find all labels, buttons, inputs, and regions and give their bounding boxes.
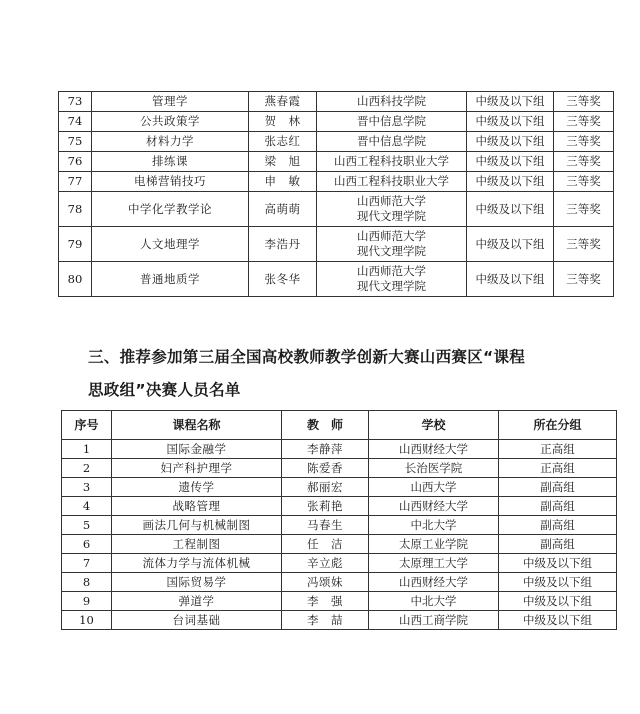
course-name: 画法几何与机械制图: [112, 516, 282, 535]
teacher-name: 李静萍: [282, 440, 369, 459]
teacher-name: 任 洁: [282, 535, 369, 554]
group-name: 中级及以下组: [467, 172, 554, 192]
table-row: [62, 573, 617, 592]
teacher-name: 李浩丹: [249, 227, 317, 262]
course-name: 遗传学: [112, 478, 282, 497]
finalists-table: [61, 410, 617, 630]
header-teacher: 教 师: [282, 411, 369, 440]
school-name-line: 山西科技学院: [357, 94, 426, 108]
school-name: 山西大学: [369, 478, 499, 497]
school-name: [317, 112, 467, 132]
teacher-name: 李 强: [282, 592, 369, 611]
row-number: 6: [62, 535, 112, 554]
group-name: 副高组: [499, 497, 617, 516]
row-number: 7: [62, 554, 112, 573]
award-level: 三等奖: [554, 262, 614, 297]
group-name: 正高组: [499, 459, 617, 478]
teacher-name: 辛立彪: [282, 554, 369, 573]
school-name: 山西财经大学: [369, 573, 499, 592]
table-row: [62, 478, 617, 497]
school-name: 中北大学: [369, 592, 499, 611]
row-number: 74: [59, 112, 92, 132]
award-level: 三等奖: [554, 227, 614, 262]
table-row: [62, 554, 617, 573]
school-name-line: 晋中信息学院: [357, 114, 426, 128]
school-name-line: 晋中信息学院: [357, 134, 426, 148]
teacher-name: 李 喆: [282, 611, 369, 630]
header-no: 序号: [62, 411, 112, 440]
course-name: 妇产科护理学: [112, 459, 282, 478]
course-name: 工程制图: [112, 535, 282, 554]
teacher-name: 申 敏: [249, 172, 317, 192]
school-name: [317, 92, 467, 112]
course-name: 人文地理学: [92, 227, 249, 262]
course-name: 国际金融学: [112, 440, 282, 459]
course-name: 普通地质学: [92, 262, 249, 297]
row-number: 77: [59, 172, 92, 192]
school-name: [317, 262, 467, 297]
school-name: 长治医学院: [369, 459, 499, 478]
award-level: 三等奖: [554, 92, 614, 112]
row-number: 5: [62, 516, 112, 535]
group-name: 中级及以下组: [499, 611, 617, 630]
table-row: [59, 92, 614, 112]
header-group: 所在分组: [499, 411, 617, 440]
award-level: 三等奖: [554, 192, 614, 227]
table-row: [62, 592, 617, 611]
finalists-table-body: [62, 440, 617, 630]
group-name: 中级及以下组: [467, 192, 554, 227]
teacher-name: 贺 林: [249, 112, 317, 132]
section-heading-line1: 三、推荐参加第三届全国高校教师教学创新大赛山西赛区“课程: [88, 348, 526, 366]
group-name: 副高组: [499, 516, 617, 535]
teacher-name: 陈爱香: [282, 459, 369, 478]
course-name: 排练课: [92, 152, 249, 172]
table-row: [62, 440, 617, 459]
row-number: 9: [62, 592, 112, 611]
table-row: [59, 192, 614, 227]
course-name: 流体力学与流体机械: [112, 554, 282, 573]
section-heading-line2: 思政组”决赛人员名单: [88, 381, 241, 399]
row-number: 75: [59, 132, 92, 152]
teacher-name: 梁 旭: [249, 152, 317, 172]
course-name: 国际贸易学: [112, 573, 282, 592]
awards-table: [58, 91, 614, 297]
awards-table-body: [59, 92, 614, 297]
school-name-line: 山西师范大学: [357, 229, 426, 243]
row-number: 10: [62, 611, 112, 630]
row-number: 73: [59, 92, 92, 112]
award-level: 三等奖: [554, 112, 614, 132]
course-name: 管理学: [92, 92, 249, 112]
teacher-name: 冯颂妹: [282, 573, 369, 592]
row-number: 76: [59, 152, 92, 172]
school-name: [317, 132, 467, 152]
header-school: 学校: [369, 411, 499, 440]
course-name: 公共政策学: [92, 112, 249, 132]
group-name: 中级及以下组: [499, 554, 617, 573]
table-row: [59, 227, 614, 262]
teacher-name: 张冬华: [249, 262, 317, 297]
table-row: [59, 172, 614, 192]
row-number: 80: [59, 262, 92, 297]
school-name: 山西工商学院: [369, 611, 499, 630]
school-name: [317, 152, 467, 172]
table-row: [59, 152, 614, 172]
teacher-name: 郝丽宏: [282, 478, 369, 497]
school-name: 山西财经大学: [369, 440, 499, 459]
course-name: 战略管理: [112, 497, 282, 516]
row-number: 2: [62, 459, 112, 478]
group-name: 正高组: [499, 440, 617, 459]
school-name: [317, 227, 467, 262]
row-number: 8: [62, 573, 112, 592]
school-name-line: 山西工程科技职业大学: [334, 174, 449, 188]
school-name-line: 山西师范大学: [357, 264, 426, 278]
teacher-name: 马春生: [282, 516, 369, 535]
table-row: [59, 132, 614, 152]
row-number: 4: [62, 497, 112, 516]
table-row: [59, 112, 614, 132]
group-name: 中级及以下组: [499, 573, 617, 592]
row-number: 1: [62, 440, 112, 459]
school-name: 太原工业学院: [369, 535, 499, 554]
school-name: 山西财经大学: [369, 497, 499, 516]
course-name: 材料力学: [92, 132, 249, 152]
group-name: 副高组: [499, 478, 617, 497]
table-row: [62, 535, 617, 554]
award-level: 三等奖: [554, 172, 614, 192]
award-level: 三等奖: [554, 152, 614, 172]
row-number: 3: [62, 478, 112, 497]
table-row: [62, 459, 617, 478]
school-name-line: 现代文理学院: [357, 209, 426, 223]
table-row: [62, 497, 617, 516]
course-name: 台词基础: [112, 611, 282, 630]
group-name: 中级及以下组: [467, 112, 554, 132]
teacher-name: 张志红: [249, 132, 317, 152]
school-name: [317, 172, 467, 192]
school-name-line: 山西师范大学: [357, 194, 426, 208]
group-name: 中级及以下组: [499, 592, 617, 611]
table-row: [62, 611, 617, 630]
group-name: 中级及以下组: [467, 92, 554, 112]
course-name: 电梯营销技巧: [92, 172, 249, 192]
course-name: 弹道学: [112, 592, 282, 611]
group-name: 中级及以下组: [467, 227, 554, 262]
school-name-line: 现代文理学院: [357, 279, 426, 293]
teacher-name: 高萌萌: [249, 192, 317, 227]
header-course: 课程名称: [112, 411, 282, 440]
group-name: 中级及以下组: [467, 262, 554, 297]
table-row: [62, 516, 617, 535]
table-row: [59, 262, 614, 297]
course-name: 中学化学教学论: [92, 192, 249, 227]
teacher-name: 张莉艳: [282, 497, 369, 516]
school-name: 中北大学: [369, 516, 499, 535]
award-level: 三等奖: [554, 132, 614, 152]
school-name: 太原理工大学: [369, 554, 499, 573]
row-number: 78: [59, 192, 92, 227]
group-name: 中级及以下组: [467, 132, 554, 152]
school-name-line: 山西工程科技职业大学: [334, 154, 449, 168]
school-name-line: 现代文理学院: [357, 244, 426, 258]
school-name: [317, 192, 467, 227]
teacher-name: 燕春霞: [249, 92, 317, 112]
group-name: 中级及以下组: [467, 152, 554, 172]
finalists-header-row: [62, 411, 617, 440]
group-name: 副高组: [499, 535, 617, 554]
row-number: 79: [59, 227, 92, 262]
